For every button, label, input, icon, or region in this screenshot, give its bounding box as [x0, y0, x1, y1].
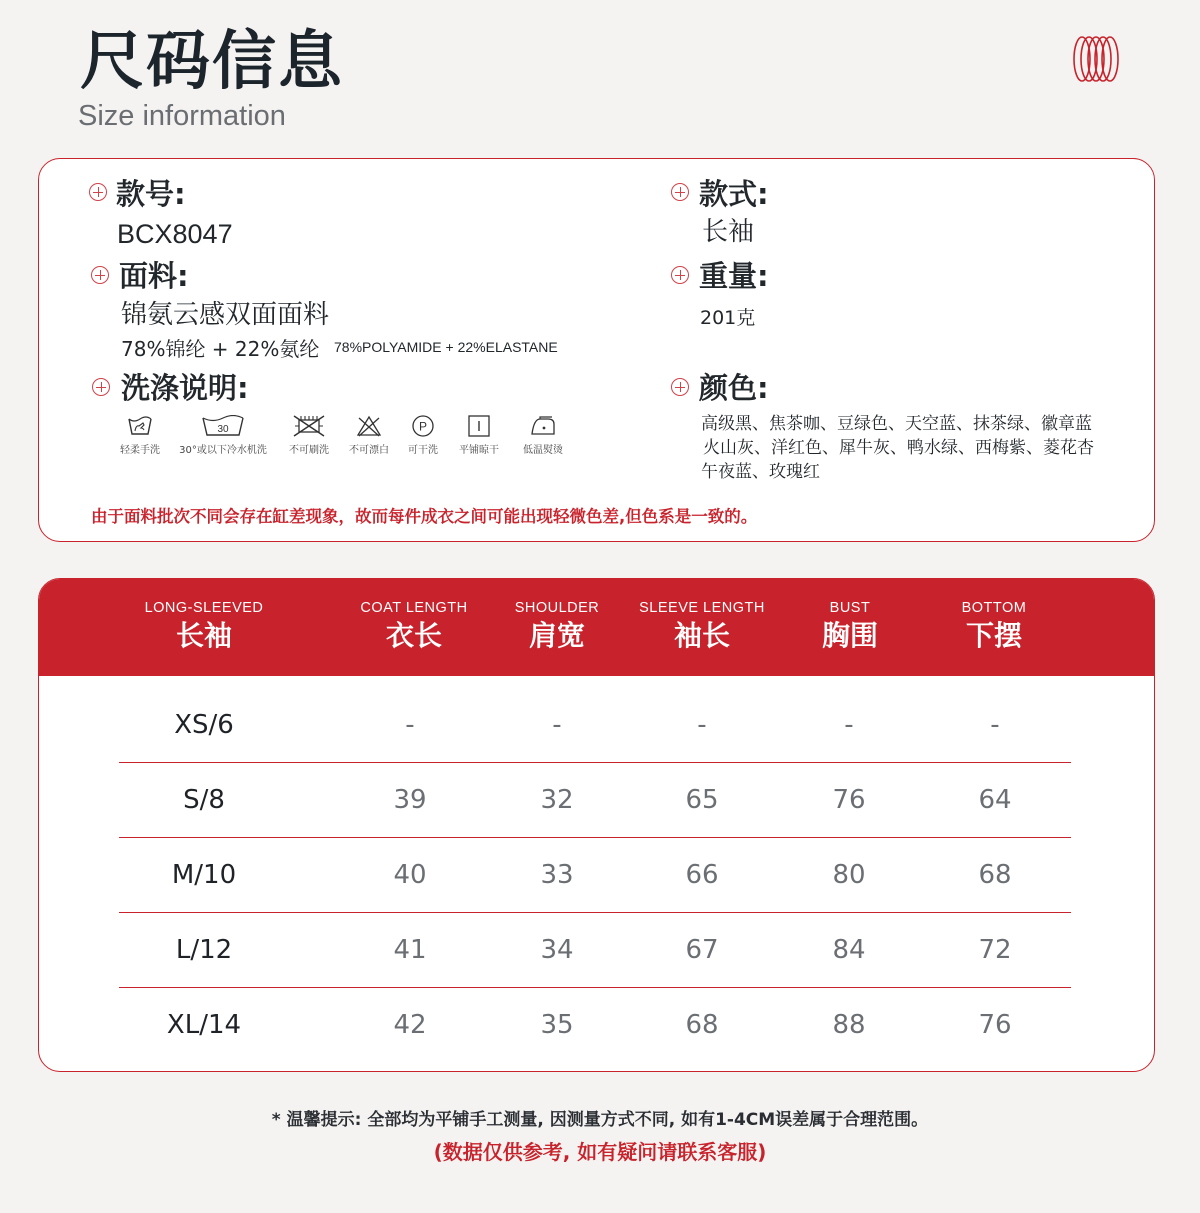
fabric-label: 面料:	[119, 259, 189, 293]
dry-clean-letter: P	[418, 419, 428, 434]
color-difference-notice: 由于面料批次不同会存在缸差现象，故而每件成衣之间可能出现轻微色差,但色系是一致的。	[91, 507, 758, 526]
bust-cell: 84	[832, 935, 866, 965]
care-caption: 不可漂白	[349, 445, 389, 456]
size-cell: S/8	[183, 785, 225, 815]
no-brush-icon	[291, 415, 327, 437]
bottom-cell: 64	[978, 785, 1012, 815]
shoulder-cell: -	[552, 710, 562, 740]
care-caption: 低温熨烫	[523, 445, 563, 456]
care-caption: 不可刷洗	[289, 445, 329, 456]
table-header	[39, 579, 1154, 676]
plus-circle-icon	[92, 378, 110, 396]
machine-wash-30-icon	[201, 415, 245, 437]
sleeve-length-cell: 66	[685, 860, 719, 890]
style-value: 长袖	[702, 217, 755, 247]
care-item	[343, 415, 395, 456]
table-row	[39, 988, 1154, 1063]
bottom-cell: 72	[978, 935, 1012, 965]
care-item	[401, 415, 445, 456]
plus-circle-icon	[91, 266, 109, 284]
dry-clean-p-icon	[411, 415, 435, 437]
page-title-en: Size information	[78, 100, 286, 132]
care-item	[173, 415, 273, 456]
care-label: 洗涤说明:	[121, 371, 249, 405]
wash-temperature: 30	[217, 424, 229, 435]
size-table	[38, 578, 1155, 1072]
bust-cell: 80	[832, 860, 866, 890]
care-instructions	[117, 415, 597, 465]
header-shoulder: SHOULDER 肩宽	[514, 600, 600, 652]
care-item	[281, 415, 337, 456]
shoulder-cell: 34	[540, 935, 574, 965]
header-bottom: BOTTOM 下摆	[961, 600, 1027, 652]
color-line: 火山灰、洋红色、犀牛灰、鸭水绿、西梅紫、菱花杏	[703, 438, 1094, 458]
page-title-cn: 尺码信息	[80, 25, 344, 99]
bottom-cell: -	[990, 710, 1000, 740]
sleeve-length-cell: 65	[685, 785, 719, 815]
measurement-tip: * 温馨提示: 全部均为平铺手工测量, 因测量方式不同, 如有1-4CM误差属于合理范围。	[271, 1110, 929, 1130]
care-caption: 30°或以下冷水机洗	[179, 445, 267, 456]
weight-value: 201克	[700, 307, 756, 329]
low-iron-icon	[528, 415, 558, 437]
oval-rings-logo	[1070, 34, 1122, 84]
table-row	[39, 838, 1154, 913]
table-row	[39, 688, 1154, 763]
hand-wash-icon	[127, 415, 153, 437]
shoulder-cell: 35	[540, 1010, 574, 1040]
weight-label: 重量:	[699, 259, 769, 293]
color-list	[701, 412, 1094, 484]
header-sleeve-length: SLEEVE LENGTH 袖长	[639, 600, 765, 652]
table-row	[39, 763, 1154, 838]
header-bust: BUST 胸围	[821, 600, 878, 652]
style-no-label: 款号:	[116, 177, 186, 211]
plus-circle-icon	[671, 266, 689, 284]
table-row	[39, 913, 1154, 988]
bust-cell: 88	[832, 1010, 866, 1040]
care-item	[117, 415, 163, 456]
fabric-composition-cn: 78%锦纶 + 22%氨纶	[121, 337, 320, 361]
product-info-card	[38, 158, 1155, 542]
shoulder-cell: 33	[540, 860, 574, 890]
size-cell: L/12	[175, 935, 233, 965]
care-caption: 平铺晾干	[459, 445, 499, 456]
plus-circle-icon	[671, 183, 689, 201]
style-label: 款式:	[699, 177, 769, 211]
color-line: 午夜蓝、玫瑰红	[701, 462, 820, 482]
care-caption: 轻柔手洗	[120, 445, 160, 456]
bottom-cell: 68	[978, 860, 1012, 890]
shoulder-cell: 32	[540, 785, 574, 815]
header-long-sleeved: LONG-SLEEVED 长袖	[144, 600, 264, 652]
color-line: 高级黑、焦茶咖、豆绿色、天空蓝、抹茶绿、徽章蓝	[701, 414, 1092, 434]
coat-length-cell: -	[405, 710, 415, 740]
color-label: 颜色:	[699, 371, 769, 405]
plus-circle-icon	[89, 183, 107, 201]
sleeve-length-cell: 67	[685, 935, 719, 965]
size-cell: XS/6	[174, 710, 234, 740]
bottom-cell: 76	[978, 1010, 1012, 1040]
plus-circle-icon	[671, 378, 689, 396]
style-no-value: BCX8047	[117, 219, 233, 249]
fabric-composition-en: 78%POLYAMIDE + 22%ELASTANE	[334, 339, 558, 355]
reference-disclaimer: (数据仅供参考, 如有疑问请联系客服)	[433, 1140, 767, 1164]
coat-length-cell: 41	[393, 935, 427, 965]
coat-length-cell: 42	[393, 1010, 427, 1040]
size-cell: M/10	[171, 860, 237, 890]
sleeve-length-cell: -	[697, 710, 707, 740]
care-item	[513, 415, 573, 456]
size-cell: XL/14	[166, 1010, 242, 1040]
bust-cell: -	[844, 710, 854, 740]
coat-length-cell: 40	[393, 860, 427, 890]
dry-flat-icon	[467, 415, 491, 437]
care-item	[453, 415, 505, 456]
coat-length-cell: 39	[393, 785, 427, 815]
bust-cell: 76	[832, 785, 866, 815]
no-bleach-icon	[356, 415, 382, 437]
header-coat-length: COAT LENGTH 衣长	[360, 600, 468, 652]
care-caption: 可干洗	[408, 445, 438, 456]
fabric-value: 锦氨云感双面面料	[121, 300, 330, 330]
sleeve-length-cell: 68	[685, 1010, 719, 1040]
